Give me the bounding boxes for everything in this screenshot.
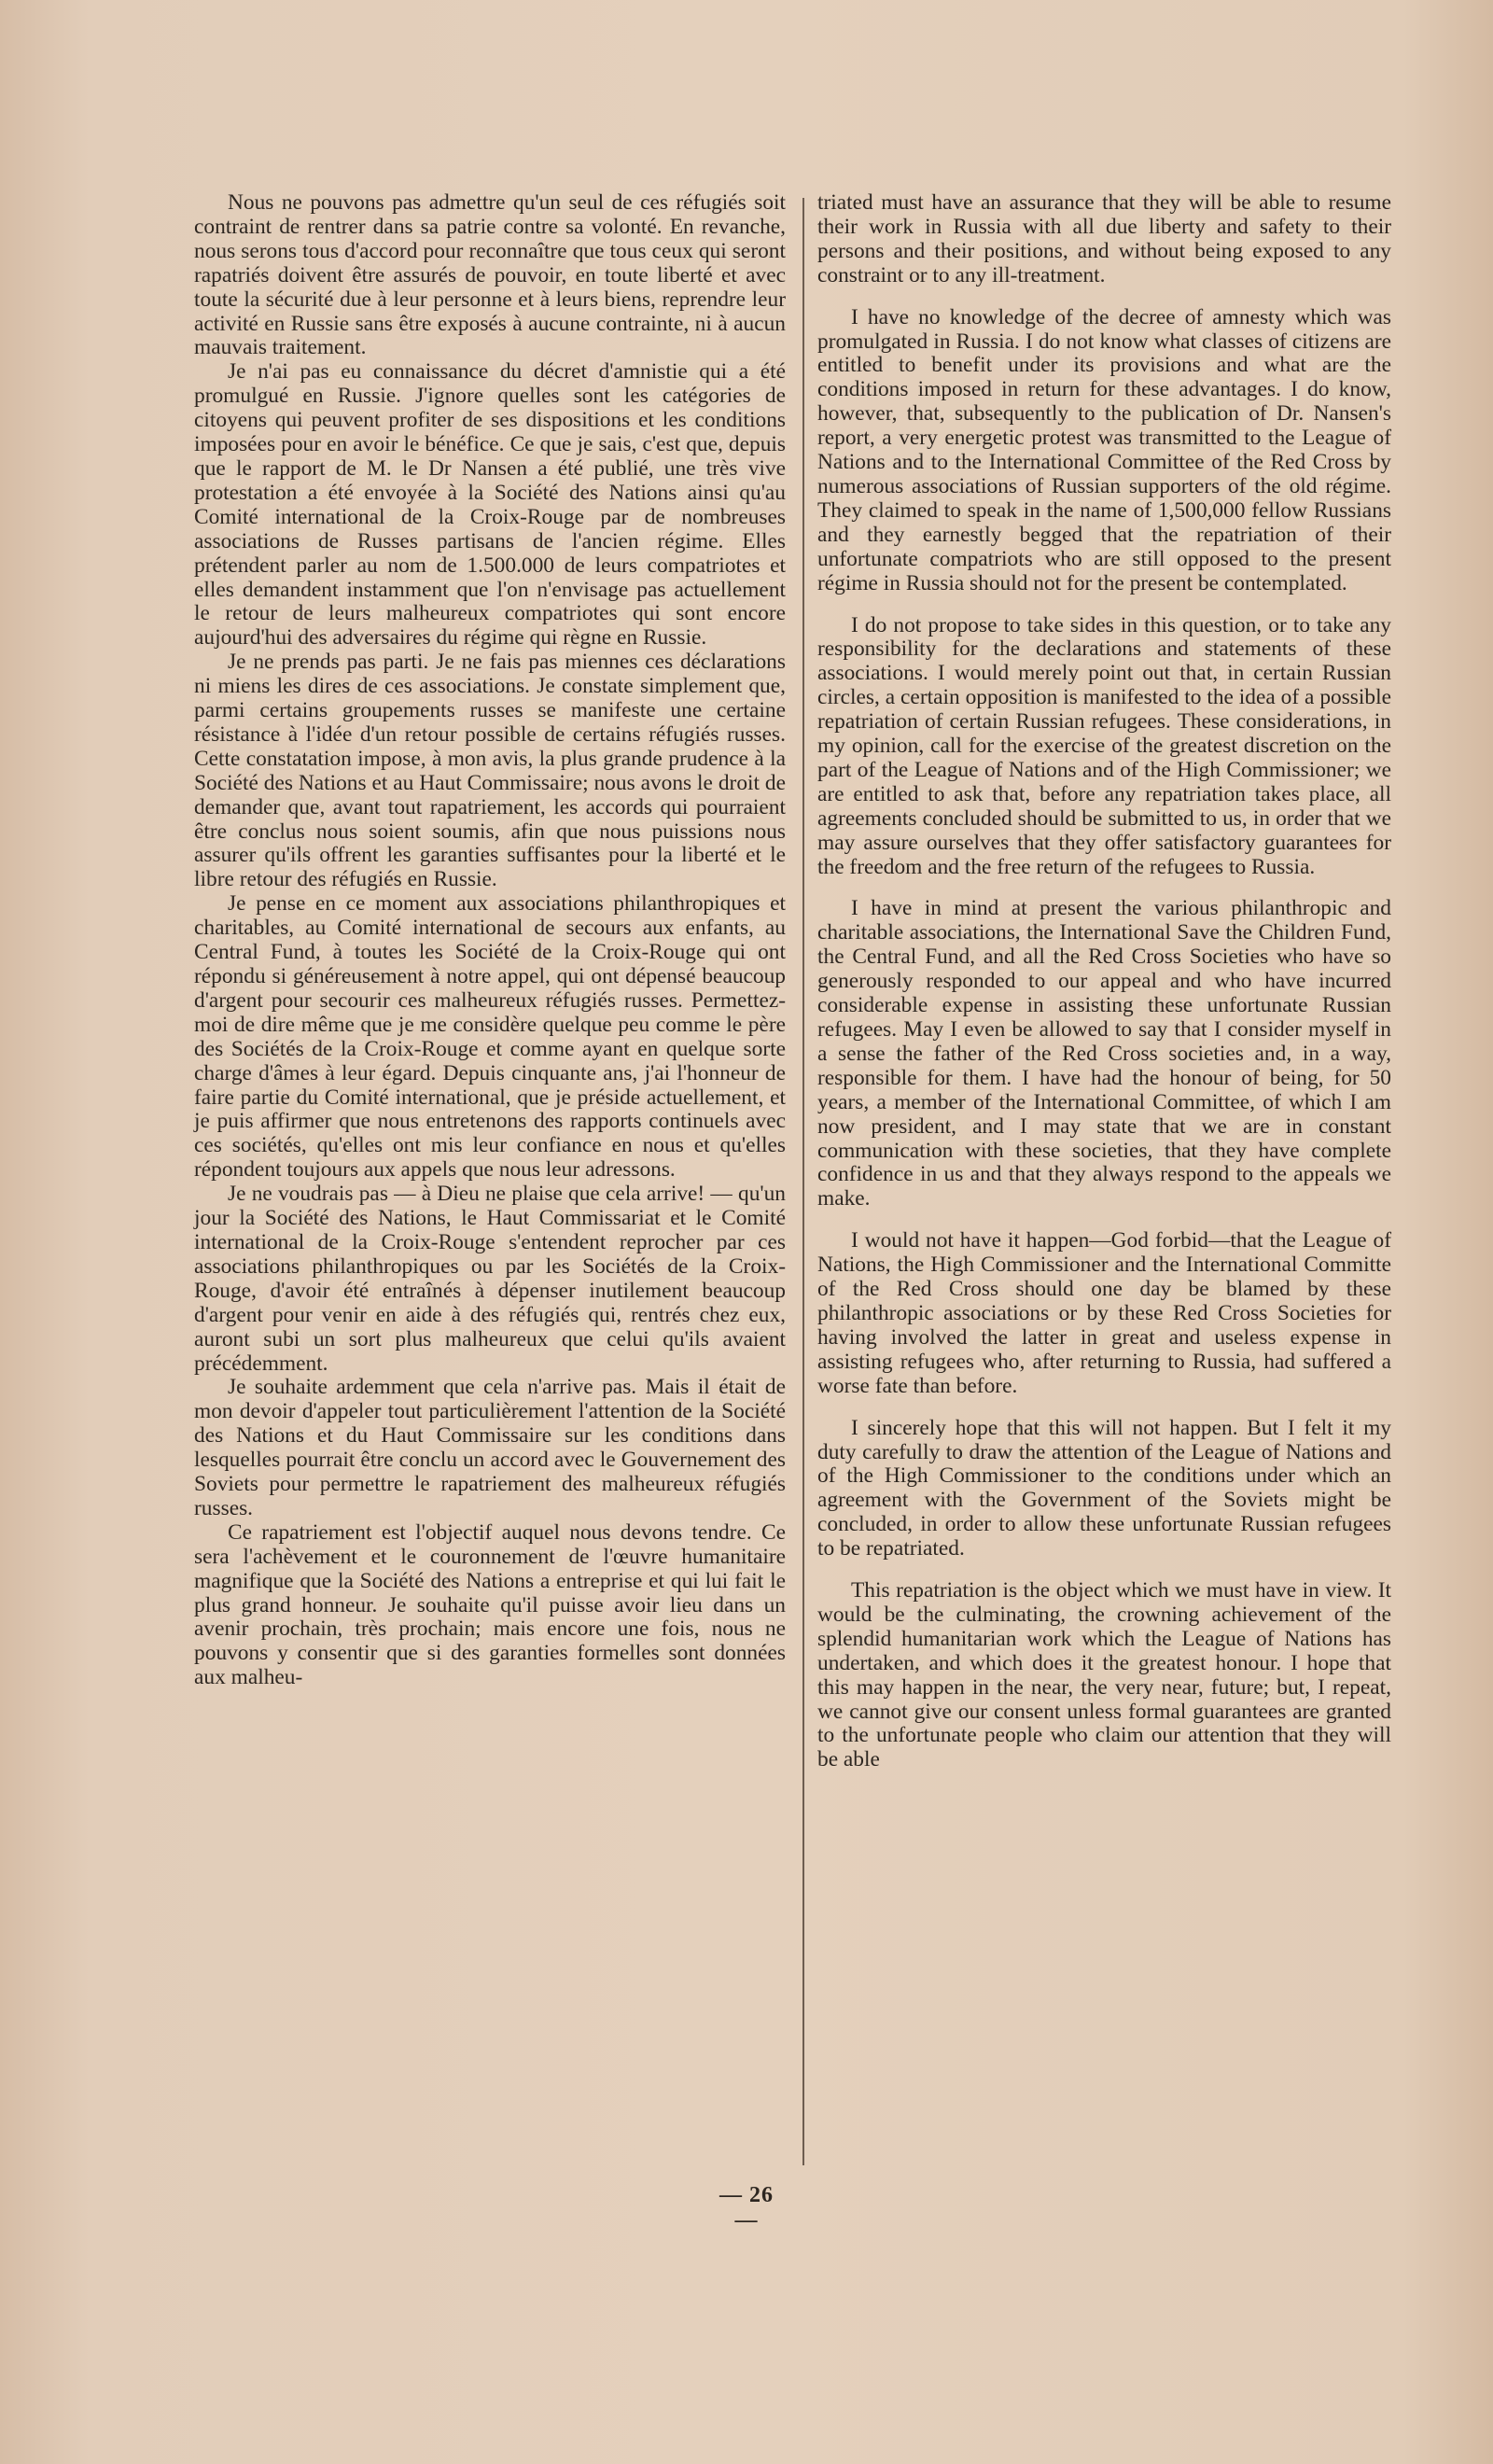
english-paragraph: I have in mind at present the various philanthropic and charitable associations, the International Save the Children Fund, the Central Fund, and all the Red Cross Societies who have so generously responded to our appeal and who have incurred considerable expense in assisting these unfortunate Russian refugees. May I even be allowed to say that I consider myself in a sense the father of the Red Cross societies and, in a way, responsible for them. I have had the honour of being, for 50 years, a member of the International Committee, of which I am now president, and I may state that we are in constant communication with these societies, that they have complete confidence in us and that they always respond to the appeals we make. <box>817 896 1391 1211</box>
page-number: — 26 — <box>719 2183 774 2233</box>
english-paragraph: I do not propose to take sides in this question, or to take any responsibility for the declarations and statements of these associations. I would merely point out that, in certain Russian circles, a certain opposition is manifested to the idea of a possible repatriation of certain Russian refugees. These considerations, in my opinion, call for the exercise of the greatest discretion on the part of the League of Nations and of the High Commissioner; we are entitled to ask that, before any repatriation takes place, all agreements concluded should be submitted to us, in order that we may assure ourselves that they offer satisfactory guarantees for the freedom and the free return of the refugees to Russia. <box>817 612 1391 879</box>
french-paragraph: Je ne prends pas parti. Je ne fais pas miennes ces déclarations ni miens les dires de ces associations. Je constate simplement que, parmi certains groupements russes se manifeste une certaine résistance à l'idée d'un retour possible de certains réfugiés russes. Cette constatation impose, à mon avis, la plus grande prudence à la Société des Nations et au Haut Commissaire; nous avons le droit de demander que, avant tout rapatriement, les accords qui pourraient être conclus nous soient soumis, afin que nous puissions nous assurer qu'ils offrent les garanties suffisantes pour la liberté et le libre retour des réfugiés en Russie. <box>194 650 786 892</box>
french-paragraph: Je pense en ce moment aux associations philanthropiques et charitables, au Comité international de secours aux enfants, au Central Fund, à toutes les Société de la Croix-Rouge qui ont répondu si généreusement à notre appel, qui ont dépensé beaucoup d'argent pour secourir ces malheureux réfugiés russes. Permettez-moi de dire même que je me considère quelque peu comme le père des Sociétés de la Croix-Rouge et comme ayant en quelque sorte charge d'âmes à leur égard. Depuis cinquante ans, j'ai l'honneur de faire partie du Comité international, que je préside actuellement, et je puis affirmer que nous entretenons des rapports continuels avec ces sociétés, qu'elles ont mis leur confiance en nous et qu'elles répondent toujours aux appels que nous leur adressons. <box>194 891 786 1183</box>
english-paragraph: I sincerely hope that this will not happen. But I felt it my duty carefully to draw the attention of the League of Nations and of the High Commissioner to the conditions under which an agreement with the Government of the Soviets might be concluded, in order to allow these unfortunate Russian refugees to be repatriated. <box>817 1415 1391 1561</box>
french-paragraph: Nous ne pouvons pas admettre qu'un seul de ces réfugiés soit contraint de rentrer dans sa patrie contre sa volonté. En revanche, nous serons tous d'accord pour reconnaître que tous ceux qui seront rapatriés doivent être assurés de pouvoir, en toute liberté et avec toute la sécurité due à leur personne et à leurs biens, reprendre leur activité en Russie sans être exposés à aucune contrainte, ni à aucun mauvais traitement. <box>194 190 786 360</box>
english-paragraph: This repatriation is the object which we must have in view. It would be the culminating, the crowning achievement of the splendid humanitarian work which the League of Nations has undertaken, and which does it the greatest honour. I hope that this may happen in the near, the very near, future; but, I repeat, we cannot give our consent unless formal guarantees are granted to the unfortunate people who claim our attention that they will be able <box>817 1578 1391 1772</box>
french-paragraph: Je souhaite ardemment que cela n'arrive pas. Mais il était de mon devoir d'appeler tout particulièrement l'attention de la Société des Nations et du Haut Commissaire sur les conditions dans lesquelles pourrait être conclu un accord avec le Gouvernement des Soviets pour permettre le rapatriement des malheureux réfugiés russes. <box>194 1375 786 1520</box>
english-paragraph: I have no knowledge of the decree of amnesty which was promulgated in Russia. I do not know what classes of citizens are entitled to benefit under its provisions and what are the conditions imposed in return for these advantages. I do know, however, that, subsequently to the publication of Dr. Nansen's report, a very energetic protest was transmitted to the League of Nations and to the International Committee of the Red Cross by numerous associations of Russian supporters of the old régime. They claimed to speak in the name of 1,500,000 fellow Russians and they earnestly begged that the repatriation of their unfortunate compatriots who are still opposed to the present régime in Russia should not for the present be contemplated. <box>817 304 1391 595</box>
english-column <box>817 191 1391 1772</box>
french-paragraph: Je ne voudrais pas — à Dieu ne plaise que cela arrive! — qu'un jour la Société des Nations, le Haut Commissariat et le Comité international de la Croix-Rouge s'entendent reprocher par ces associations philanthropiques ou par les Sociétés de la Croix-Rouge, d'avoir été entraînés à dépenser inutilement beaucoup d'argent pour venir en aide à des réfugiés qui, rentrés chez eux, auront subi un sort plus malheureux que celui qu'ils avaient précédemment. <box>194 1182 786 1376</box>
french-column <box>194 191 786 1690</box>
french-paragraph: Je n'ai pas eu connaissance du décret d'amnistie qui a été promulgué en Russie. J'ignore quelles sont les catégories de citoyens qui peuvent profiter de ses dispositions et les conditions imposées pour en avoir le bénéfice. Ce que je sais, c'est que, depuis que le rapport de M. le Dr Nansen a été publié, une très vive protestation a été envoyée à la Société des Nations ainsi qu'au Comité international de la Croix-Rouge par de nombreuses associations de Russes partisans de l'ancien régime. Elles prétendent parler au nom de 1.500.000 de leurs compatriotes et elles demandent instamment que l'on n'envisage pas actuellement le retour de leurs malheureux compatriotes qui sont encore aujourd'hui des adversaires du régime qui règne en Russie. <box>194 359 786 651</box>
french-paragraph: Ce rapatriement est l'objectif auquel nous devons tendre. Ce sera l'achèvement et le couronnement de l'œuvre humanitaire magnifique que la Société des Nations a entreprise et qui lui fait le plus grand honneur. Je souhaite qu'il puisse avoir lieu dans un avenir prochain, très prochain; mais encore une fois, nous ne pouvons y consentir que si des garanties formelles sont données aux malheu- <box>194 1519 786 1690</box>
column-divider <box>802 198 804 2165</box>
english-paragraph: I would not have it happen—God forbid—that the League of Nations, the High Commissioner and the International Committe of the Red Cross should one day be blamed by these philanthropic associations or by these Red Cross Societies for having involved the latter in great and useless expense in assisting refugees who, after returning to Russia, had suffered a worse fate than before. <box>817 1228 1391 1398</box>
english-paragraph: triated must have an assurance that they will be able to resume their work in Russia with all due liberty and safety to their persons and their positions, and without being exposed to any constraint or to any ill-treatment. <box>817 190 1391 287</box>
